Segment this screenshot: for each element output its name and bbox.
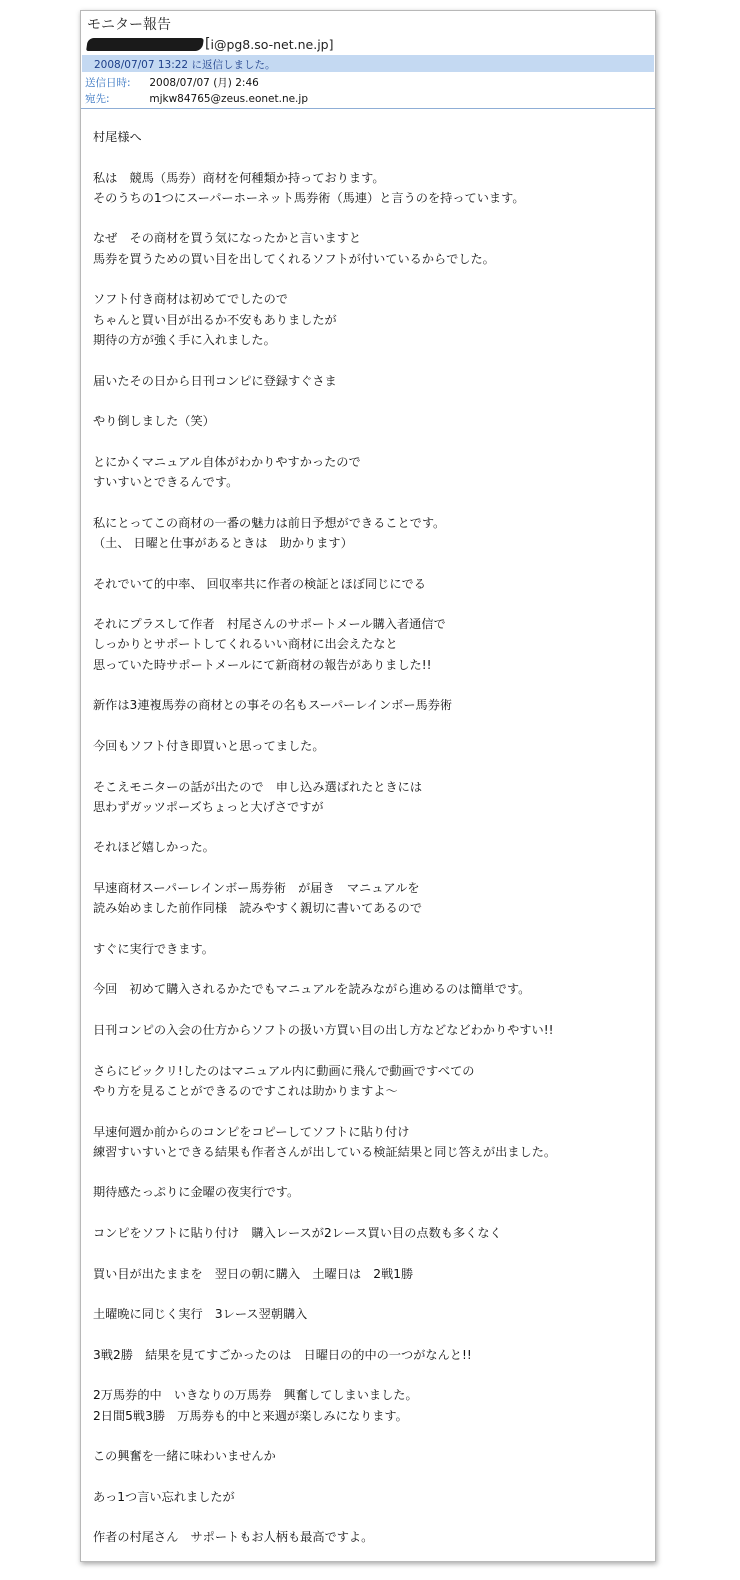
body-line: やり倒しました（笑） <box>93 414 215 429</box>
body-line: あっ1つ言い忘れましたが <box>93 1489 235 1504</box>
body-paragraph <box>93 411 648 431</box>
body-line: 練習すいすいとできる結果も作者さんが出している検証結果と同じ答えが出ました。 <box>93 1144 557 1159</box>
body-paragraph <box>93 127 648 147</box>
body-line: そのうちの1つにスーパーホーネット馬券術（馬連）と言うのを持っています。 <box>93 190 525 205</box>
body-paragraph <box>93 1020 648 1040</box>
body-paragraph <box>93 939 648 959</box>
body-line: 3戦2勝 結果を見てすごかったのは 日曜日の的中の一つがなんと!! <box>93 1347 472 1362</box>
body-paragraph <box>93 289 648 350</box>
body-line: 私は 競馬（馬券）商材を何種類か持っております。 <box>93 170 385 185</box>
body-paragraph <box>93 614 648 675</box>
body-paragraph <box>93 777 648 818</box>
body-line: とにかくマニュアル自体がわかりやすかったので <box>93 454 361 469</box>
body-line: さらにビックリ!したのはマニュアル内に動画に飛んで動画ですべての <box>93 1063 475 1078</box>
reply-info-text: 2008/07/07 13:22 に返信しました。 <box>94 59 276 71</box>
sender-row <box>87 35 334 53</box>
body-paragraph <box>93 979 648 999</box>
body-line: 期待の方が強く手に入れました。 <box>93 332 276 347</box>
body-line: 2日間5戦3勝 万馬券も的中と来週が楽しみになります。 <box>93 1408 408 1423</box>
body-line: そこえモニターの話が出たので 申し込み選ばれたときには <box>93 779 423 794</box>
body-paragraph <box>93 574 648 594</box>
body-line: 読み始めました前作同様 読みやすく親切に書いてあるので <box>93 901 423 916</box>
body-line: 買い目が出たままを 翌日の朝に購入 土曜日は 2戦1勝 <box>93 1266 414 1281</box>
body-line: 今回もソフト付き即買いと思ってました。 <box>93 738 325 753</box>
body-paragraph <box>93 1527 648 1547</box>
recipient-address[interactable]: mjkw84765@zeus.eonet.ne.jp <box>149 93 308 105</box>
body-paragraph <box>93 1122 648 1163</box>
body-line: それほど嬉しかった。 <box>93 840 215 855</box>
body-line: 届いたその日から日刊コンピに登録すぐさま <box>93 373 337 388</box>
body-paragraph <box>93 371 648 391</box>
email-subject: モニター報告 <box>87 17 171 33</box>
sent-date-label: 送信日時: <box>85 77 131 89</box>
body-paragraph <box>93 837 648 857</box>
email-body <box>93 127 648 1562</box>
body-line: （土、 日曜と仕事があるときは 助かります） <box>93 535 353 550</box>
body-paragraph <box>93 1385 648 1426</box>
body-line: ソフト付き商材は初めてでしたので <box>93 292 288 307</box>
body-paragraph <box>93 1182 648 1202</box>
body-line: すいすいとできるんです。 <box>93 475 239 490</box>
body-paragraph <box>93 1264 648 1284</box>
body-paragraph <box>93 1345 648 1365</box>
sent-date-value: 2008/07/07 (月) 2:46 <box>149 77 259 89</box>
body-line: 新作は3連複馬券の商材との事その名もスーパーレインボー馬券術 <box>93 698 453 713</box>
body-line: 早速商材スーパーレインボー馬券術 が届き マニュアルを <box>93 880 420 895</box>
body-line: やり方を見ることができるのですこれは助かりますよ〜 <box>93 1083 398 1098</box>
sender-address[interactable]: i@pg8.so-net.ne.jp] <box>210 36 334 52</box>
body-paragraph <box>93 878 648 919</box>
body-line: 思っていた時サポートメールにて新商材の報告がありました!! <box>93 657 432 672</box>
sender-bracket: [ <box>205 36 211 52</box>
body-paragraph <box>93 228 648 269</box>
recipient-label: 宛先: <box>85 93 110 105</box>
body-paragraph <box>93 168 648 209</box>
sent-date-row <box>85 75 259 89</box>
body-line: それにプラスして作者 村尾さんのサポートメール購入者通信で <box>93 617 446 632</box>
body-line: 思わずガッツポーズちょっと大げさですが <box>93 799 324 814</box>
body-line: 今回 初めて購入されるかたでもマニュアルを読みながら進めるのは簡単です。 <box>93 982 531 997</box>
body-paragraph <box>93 736 648 756</box>
body-line: 村尾様へ <box>93 130 142 144</box>
redacted-sender-name <box>86 38 204 51</box>
reply-info-bar <box>82 55 654 72</box>
body-line: しっかりとサポートしてくれるいい商材に出会えたなと <box>93 637 398 652</box>
body-paragraph <box>93 1223 648 1243</box>
body-paragraph <box>93 695 648 715</box>
body-paragraph <box>93 513 648 554</box>
body-paragraph <box>93 1446 648 1466</box>
body-paragraph <box>93 1487 648 1507</box>
body-line: 馬券を買うための買い目を出してくれるソフトが付いているからでした。 <box>93 251 495 266</box>
body-line: コンピをソフトに貼り付け 購入レースが2レース買い目の点数も多くなく <box>93 1226 502 1241</box>
body-line: 土曜晩に同じく実行 3レース翌朝購入 <box>93 1307 308 1322</box>
body-line: ちゃんと買い目が出るか不安もありましたが <box>93 312 337 327</box>
body-line: なぜ その商材を買う気になったかと言いますと <box>93 231 362 246</box>
header-divider <box>81 108 655 109</box>
body-line: 早速何週か前からのコンピをコピーしてソフトに貼り付け <box>93 1124 410 1139</box>
body-line: すぐに実行できます。 <box>93 941 214 956</box>
recipient-row <box>85 91 308 105</box>
body-line: この興奮を一緒に味わいませんか <box>93 1449 276 1464</box>
body-paragraph <box>93 1061 648 1102</box>
body-line: 期待感たっぷりに金曜の夜実行です。 <box>93 1185 300 1200</box>
body-line: 作者の村尾さん サポートもお人柄も最高ですよ。 <box>93 1530 374 1545</box>
body-line: 私にとってこの商材の一番の魅力は前日予想ができることです。 <box>93 515 446 530</box>
body-paragraph <box>93 452 648 493</box>
email-window <box>80 10 656 1562</box>
body-paragraph <box>93 1304 648 1324</box>
body-line: 2万馬券的中 いきなりの万馬券 興奮してしまいました。 <box>93 1388 418 1403</box>
body-line: それでいて的中率、 回収率共に作者の検証とほぼ同じにでる <box>93 576 426 591</box>
body-line: 日刊コンピの入会の仕方からソフトの扱い方買い目の出し方などなどわかりやすい!! <box>93 1023 554 1038</box>
